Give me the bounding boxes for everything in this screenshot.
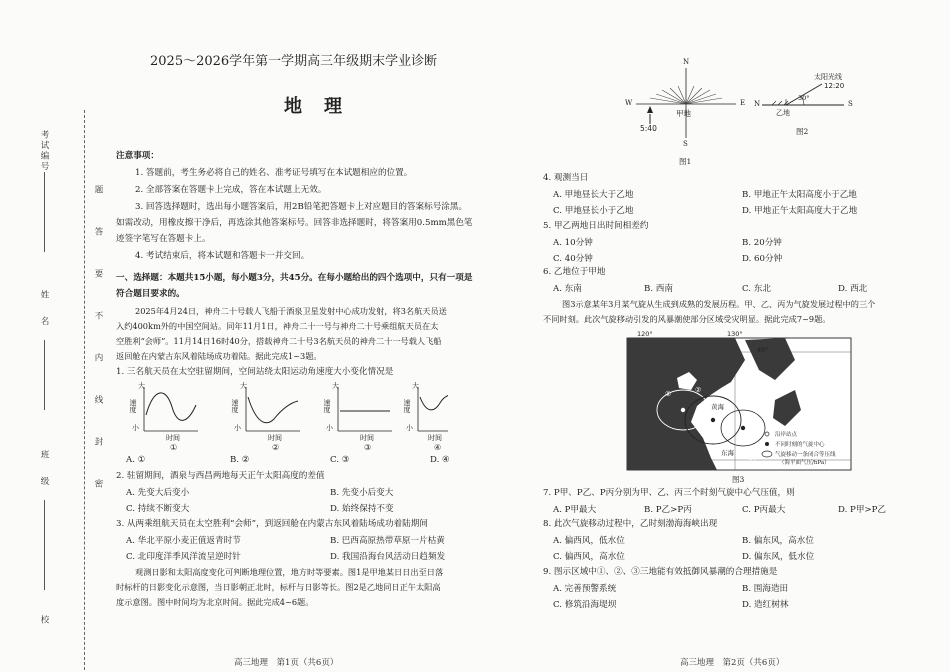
figure-2: [752, 68, 862, 138]
q2-option-c[interactable]: C. 持续不断变大: [126, 504, 190, 514]
footer-left: 高三地理 第1页（共6页）: [234, 658, 339, 668]
graph-axis-big: 大: [240, 382, 247, 390]
fig2-time: 12:20: [824, 82, 845, 90]
fig2-place: 乙地: [776, 109, 790, 117]
passage-line: 观测日影和太阳高度变化可判断地理位置，地方时等要素。图1是甲地某日日出至日落: [135, 567, 444, 577]
graph-axis-time: 时间: [360, 434, 374, 442]
q6-stem: 6. 乙地位于甲地: [543, 267, 606, 277]
graph-axis-speed: 速度: [323, 399, 331, 413]
figure-3: [625, 330, 855, 485]
fig3-lon-120: 120°: [637, 330, 653, 338]
exam-title: 2025～2026学年第一学期高三年级期末学业诊断: [150, 54, 438, 69]
q4-option-d[interactable]: D. 甲地正午太阳高度大于乙地: [742, 206, 858, 216]
fig3-sea2: 东海: [721, 449, 734, 457]
name-label: 姓名: [39, 290, 49, 343]
fig3-legend-1: 沿岸站点: [775, 432, 798, 438]
q9-option-b[interactable]: B. 围海造田: [742, 584, 789, 594]
graph-label: ①: [170, 443, 178, 452]
seal-char: 要: [93, 269, 103, 280]
fig3-site-2: ②: [695, 386, 702, 394]
school-label: 校: [39, 615, 49, 626]
notes-heading: 注意事项：: [116, 151, 159, 161]
notes-item: 3. 回答选择题时，选出每小题答案后，用2B铅笔把答题卡上对应题目的答案标号涂黑。: [135, 202, 468, 212]
q7-option-b[interactable]: B. P乙>P丙: [644, 505, 692, 515]
binding-margin: [0, 0, 105, 672]
q2-option-b[interactable]: B. 先变小后变大: [330, 488, 394, 498]
fig1-place: 甲地: [676, 109, 691, 118]
seal-char: 封: [93, 437, 103, 448]
fig1-caption: 图1: [679, 157, 692, 166]
graph-axis-time: 时间: [428, 434, 442, 442]
passage-line: 2025年4月24日，神舟二十号载人飞船于酒泉卫星发射中心成功发射，将3名航天员送: [135, 306, 447, 316]
passage-line: 空胜利“会师”。11月14日16时40分，搭载神舟二十号3名航天员的神舟二十一号载人飞船: [116, 336, 442, 346]
fig3-site-1: ①: [665, 390, 672, 398]
graph-axis-big: 大: [332, 382, 339, 390]
section-heading: 一、选择题：本题共15小题，每小题3分，共45分。在每小题给出的四个选项中，只有一项是: [116, 273, 473, 283]
fig3-lat-30: 30°: [749, 454, 761, 462]
q5-stem: 5. 甲乙两地日出时间相差约: [543, 221, 649, 231]
notes-item: 4. 考试结束后，将本试题和答题卡一并交回。: [135, 251, 310, 261]
name-line: [44, 340, 45, 410]
q7-stem: 7. P甲、P乙、P丙分别为甲、乙、丙三个时刻气旋中心气压值，则: [543, 488, 795, 498]
fig3-lat-40: 40°: [757, 346, 769, 354]
graph-label: ④: [434, 443, 442, 452]
seal-char: 题: [93, 185, 103, 196]
graph-axis-small: 小: [326, 424, 333, 432]
q2-option-a[interactable]: A. 先变大后变小: [126, 488, 190, 498]
passage-line: 入约400km外的中国空间站。同年11月1日，神舟二十一号与神舟二十号乘组航天员在太: [116, 321, 439, 331]
seal-char: 线: [93, 395, 103, 406]
passage-line: 不同时刻。此次气旋移动引发的风暴潮使部分区域受灾明显。据此完成7~9题。: [543, 314, 831, 324]
fig3-caption: 图3: [732, 475, 745, 484]
notes-item: 如需改动，用橡皮擦干净后，再选涂其他答案标号。回答非选择题时，将答案用0.5mm黑色笔: [116, 218, 473, 228]
compass-w: W: [625, 99, 633, 107]
q8-option-c[interactable]: C. 偏西风，高水位: [553, 552, 625, 562]
graph-axis-big: 大: [138, 382, 145, 390]
q3-option-c[interactable]: C. 北印度洋季风洋流呈逆时针: [126, 552, 241, 562]
q9-option-c[interactable]: C. 修筑沿海堤坝: [553, 600, 617, 610]
q1-stem: 1. 三名航天员在太空驻留期间，空间站绕太阳运动角速度大小变化情况是: [116, 367, 394, 377]
compass-s: S: [683, 140, 688, 148]
fig3-legend-4: （海平面气压/hPa）: [779, 460, 830, 466]
passage-line: 图3示意某年3月某气旋从生成到成熟的发展历程。甲、乙、丙为气旋发展过程中的三个: [562, 299, 876, 309]
fig3-site-3: ③: [705, 428, 712, 436]
q7-option-c[interactable]: C. P丙最大: [742, 505, 786, 515]
subject-title: 地理: [284, 96, 364, 117]
section-heading: 符合题目要求的。: [116, 289, 185, 299]
q8-option-a[interactable]: A. 偏西风，低水位: [553, 536, 625, 546]
q9-stem: 9. 图示区域中①、②、③三地能有效抵御风暴潮的合理措施是: [543, 567, 778, 577]
graph-axis-small: 小: [234, 424, 241, 432]
fig2-light: 太阳光线: [814, 73, 842, 81]
class-line: [44, 500, 45, 590]
q4-option-b[interactable]: B. 甲地正午太阳高度小于乙地: [742, 190, 857, 200]
q8-option-b[interactable]: B. 偏东风，高水位: [742, 536, 814, 546]
seal-char: 不: [93, 311, 103, 322]
q5-option-a[interactable]: A. 10分钟: [553, 238, 593, 248]
fig2-n: N: [754, 100, 761, 108]
compass-e: E: [740, 99, 746, 107]
q4-option-c[interactable]: C. 甲地昼长小于乙地: [553, 206, 634, 216]
q6-option-b[interactable]: B. 西南: [644, 284, 673, 294]
graph-axis-small: 小: [132, 424, 139, 432]
graph-axis-speed: 速度: [231, 399, 239, 413]
graph-axis-speed: 速度: [129, 399, 137, 413]
notes-item: 1. 答题前，考生务必将自己的姓名、准考证号填写在本试题相应的位置。: [135, 168, 413, 178]
q4-stem: 4. 观测当日: [543, 173, 589, 183]
q1-option-c[interactable]: C. ③: [330, 455, 350, 465]
passage-line: 度示意图。图中时间均为北京时间。据此完成4~6题。: [116, 597, 314, 607]
fig2-caption: 图2: [796, 127, 809, 136]
fig1-time: 5:40: [640, 124, 657, 133]
q9-option-d[interactable]: D. 造红树林: [742, 600, 789, 610]
graph-axis-time: 时间: [166, 434, 180, 442]
q1-graphs: [118, 383, 448, 453]
graph-axis-small: 小: [406, 424, 413, 432]
graph-axis-speed: 速度: [403, 399, 411, 413]
passage-line: 返回舱在内蒙古东风着陆场成功着陆。据此完成1~3题。: [116, 351, 322, 361]
q6-option-c[interactable]: C. 东北: [742, 284, 771, 294]
seal-char: 内: [93, 353, 103, 364]
exam-number-label: 考试编号: [39, 130, 49, 172]
seal-line: [84, 110, 85, 670]
q5-option-d[interactable]: D. 60分钟: [742, 254, 783, 264]
q6-option-d[interactable]: D. 西北: [838, 284, 868, 294]
q9-option-a[interactable]: A. 完善预警系统: [553, 584, 617, 594]
q6-option-a[interactable]: A. 东南: [553, 284, 582, 294]
q1-option-b[interactable]: B. ②: [230, 455, 250, 465]
seal-char: 密: [93, 479, 103, 490]
fig3-lon-130: 130°: [727, 330, 743, 338]
passage-line: 时标杆的日影变化示意图，当日影朝正北时，标杆与日影等长。图2是乙地同日正午太阳高: [116, 582, 441, 592]
graph-label: ③: [364, 443, 372, 452]
q3-stem: 3. 从两乘组航天员在太空胜利“会师”，到返回舱在内蒙古东风着陆场成功着陆期间: [116, 519, 428, 529]
q3-option-a[interactable]: A. 华北平原小麦正值返青时节: [126, 536, 241, 546]
notes-item: 2. 全部答案在答题卡上完成，答在本试题上无效。: [135, 185, 327, 195]
q7-option-d[interactable]: D. P甲>P乙: [838, 505, 886, 515]
fig3-legend-3: 气旋移动一条闭合等压线: [775, 452, 836, 458]
notes-item: 迹签字笔写在答题卡上。: [116, 234, 211, 244]
fig3-sea: 黄海: [711, 403, 724, 411]
graph-axis-time: 时间: [268, 434, 282, 442]
q3-option-d[interactable]: D. 我国沿海台风活动日趋频发: [330, 552, 446, 562]
footer-right: 高三地理 第2页（共6页）: [680, 658, 785, 668]
graph-label: ②: [272, 443, 280, 452]
q8-stem: 8. 此次气旋移动过程中，乙时刻渤海海峡出现: [543, 519, 718, 529]
graph-axis-big: 大: [412, 382, 419, 390]
exam-number-line: [44, 172, 45, 252]
compass-n: N: [683, 58, 690, 66]
fig2-s: S: [848, 100, 853, 108]
q3-option-b[interactable]: B. 巴西高原热带草原一片枯黄: [330, 536, 445, 546]
class-label: 班级: [39, 450, 49, 503]
q8-option-d[interactable]: D. 偏东风，低水位: [742, 552, 815, 562]
q1-option-a[interactable]: A. ①: [126, 455, 146, 465]
seal-char: 答: [93, 227, 103, 238]
fig2-angle: 30°: [798, 94, 810, 102]
q7-option-a[interactable]: A. P甲最大: [553, 505, 597, 515]
q2-stem: 2. 驻留期间，酒泉与西昌两地每天正午太阳高度的差值: [116, 471, 325, 481]
q4-option-a[interactable]: A. 甲地昼长大于乙地: [553, 190, 634, 200]
figure-1: [620, 58, 760, 168]
q1-option-d[interactable]: D. ④: [430, 455, 450, 465]
q2-option-d[interactable]: D. 始终保持不变: [330, 504, 394, 514]
q5-option-c[interactable]: C. 40分钟: [553, 254, 593, 264]
fig3-legend-2: 不同时刻的气旋中心: [775, 442, 825, 448]
q5-option-b[interactable]: B. 20分钟: [742, 238, 782, 248]
